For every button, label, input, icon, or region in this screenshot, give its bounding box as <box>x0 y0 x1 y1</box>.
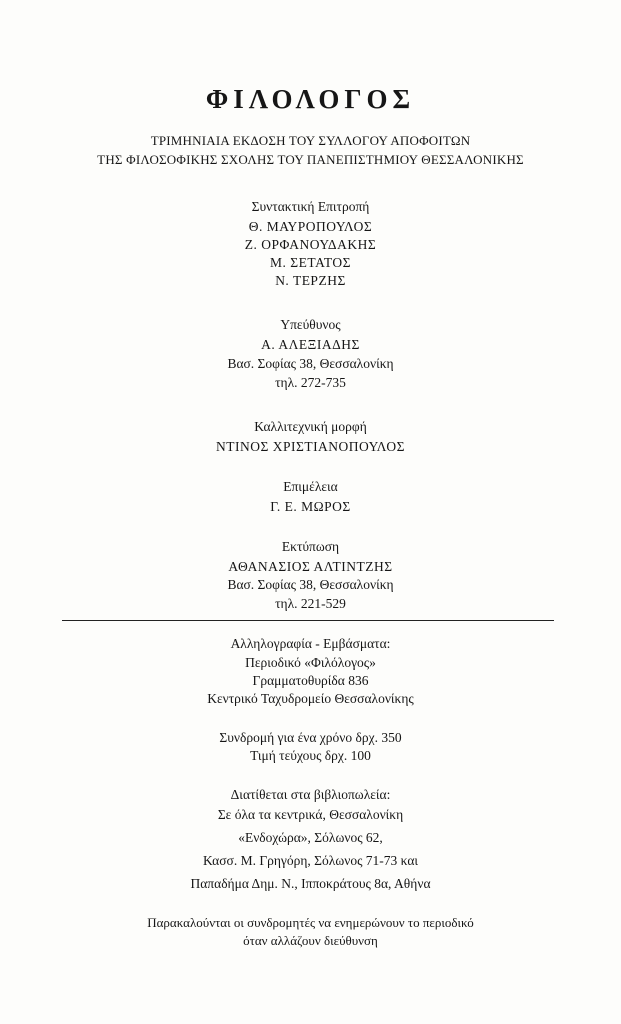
bookshop-line: Κασσ. Μ. Γρηγόρη, Σόλωνος 71-73 και <box>202 853 419 868</box>
committee-member: Θ. ΜΑΥΡΟΠΟΥΛΟΣ <box>248 219 373 234</box>
notice-line-2: όταν αλλάζουν διεύθυνση <box>243 933 378 948</box>
editing-heading: Επιμέλεια <box>283 479 338 494</box>
correspondence-line: Περιοδικό «Φιλόλογος» <box>245 655 376 670</box>
bookshops-heading: Διατίθεται στα βιβλιοπωλεία: <box>230 787 391 802</box>
divider <box>62 620 554 621</box>
bookshop-line: Παπαδήμα Δημ. Ν., Ιπποκράτους 8α, Αθήνα <box>190 876 431 891</box>
subtitle-line-1: ΤΡΙΜΗΝΙΑΙΑ ΕΚΔΟΣΗ ΤΟΥ ΣΥΛΛΟΓΟΥ ΑΠΟΦΟΙΤΩΝ <box>150 133 471 148</box>
subscription-issue: Τιμή τεύχους δρχ. 100 <box>250 748 371 763</box>
committee-member: Ν. ΤΕΡΖΗΣ <box>275 273 346 288</box>
responsible-phone: τηλ. 272-735 <box>275 375 346 390</box>
subtitle-line-2: ΤΗΣ ΦΙΛΟΣΟΦΙΚΗΣ ΣΧΟΛΗΣ ΤΟΥ ΠΑΝΕΠΙΣΤΗΜΙΟΥ ΘΕΣΣΑΛΟΝΙΚΗΣ <box>97 152 524 167</box>
subscription-annual: Συνδρομή για ένα χρόνο δρχ. 350 <box>219 730 402 745</box>
correspondence-line: Γραμματοθυρίδα 836 <box>252 673 369 688</box>
correspondence-heading: Αλληλογραφία - Εμβάσματα: <box>230 636 391 651</box>
committee-member: Ζ. ΟΡΦΑΝΟΥΔΑΚΗΣ <box>244 237 377 252</box>
notice-line-1: Παρακαλούνται οι συνδρομητές να ενημερώνουν το περιοδικό <box>147 915 474 930</box>
printing-heading: Εκτύπωση <box>281 539 340 554</box>
printing-name: ΑΘΑΝΑΣΙΟΣ ΑΛΤΙΝΤΖΗΣ <box>228 559 393 574</box>
printing-address: Βασ. Σοφίας 38, Θεσσαλονίκη <box>227 577 394 592</box>
artistic-name: ΝΤΙΝΟΣ ΧΡΙΣΤΙΑΝΟΠΟΥΛΟΣ <box>215 439 406 454</box>
artistic-heading: Καλλιτεχνική μορφή <box>254 419 367 434</box>
printing-phone: τηλ. 221-529 <box>275 596 346 611</box>
responsible-name: Α. ΑΛΕΞΙΑΔΗΣ <box>261 337 360 352</box>
responsible-address: Βασ. Σοφίας 38, Θεσσαλονίκη <box>227 356 394 371</box>
bookshop-line: Σε όλα τα κεντρικά, Θεσσαλονίκη <box>217 807 404 822</box>
committee-member: Μ. ΣΕΤΑΤΟΣ <box>270 255 351 270</box>
editorial-committee-heading: Συντακτική Επιτροπή <box>251 199 370 214</box>
correspondence-line: Κεντρικό Ταχυδρομείο Θεσσαλονίκης <box>207 691 414 706</box>
bookshop-line: «Ενδοχώρα», Σόλωνος 62, <box>238 830 383 845</box>
editing-name: Γ. Ε. ΜΩΡΟΣ <box>270 499 351 514</box>
journal-title: ΦΙΛΟΛΟΓΟΣ <box>205 84 416 114</box>
responsible-heading: Υπεύθυνος <box>280 317 341 332</box>
